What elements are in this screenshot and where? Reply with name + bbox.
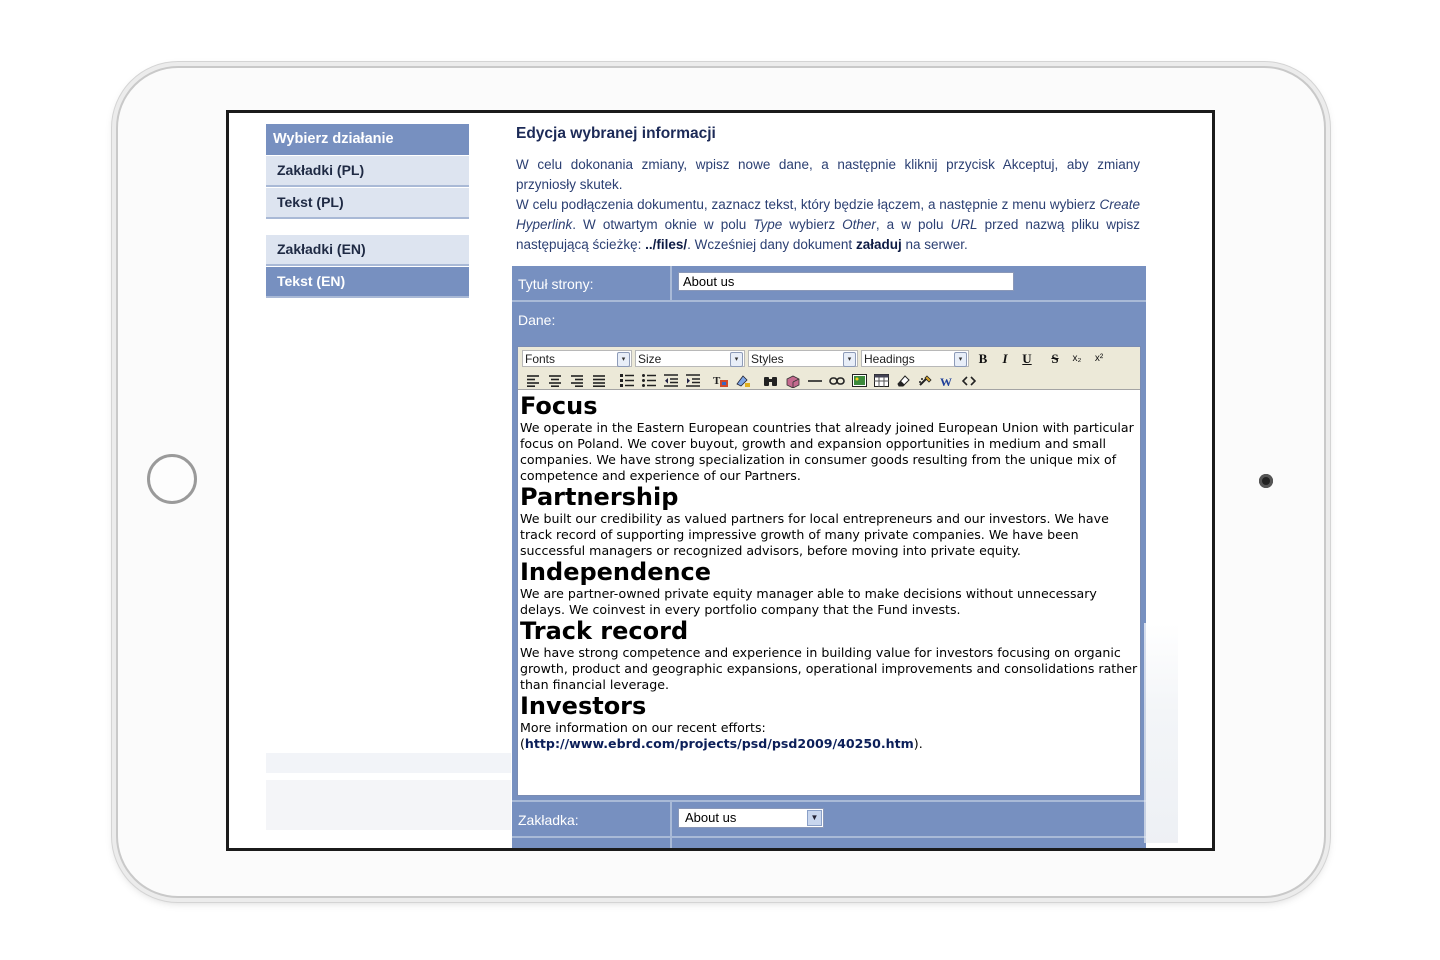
next-row <box>512 838 1146 850</box>
chevron-down-icon: ▾ <box>843 352 856 367</box>
editor-toolbar <box>518 347 1140 390</box>
intro-text-part: . Wcześniej dany dokument <box>687 237 856 252</box>
section-text: We built our credibility as valued partners for local entrepreneurs and our investors. We have track record of supporting impressive growth of many private companies. We have been successful managers or recognized advisors, before moving into private equity. <box>520 511 1109 558</box>
section-text: We are partner-owned private equity manager able to make decisions without unnecessary delays. We coinvest in every portfolio company that the Fund invests. <box>520 586 1097 617</box>
highlight-color-icon[interactable] <box>732 371 754 390</box>
strikethrough-button[interactable]: S <box>1051 351 1059 366</box>
rich-text-editor <box>517 346 1141 796</box>
intro-type: Type <box>753 217 783 232</box>
outdent-icon[interactable] <box>660 371 682 390</box>
tab-label: Zakładka: <box>512 802 672 836</box>
data-label: Dane: <box>518 312 556 328</box>
sidebar <box>266 124 469 298</box>
intro-text-part: W celu podłączenia dokumentu, zaznacz tekst, który będzie łączem, a następnie z menu wybierz <box>516 197 1100 212</box>
intro-line-1: W celu dokonania zmiany, wpisz nowe dane, a następnie kliknij przycisk Akceptuj, aby zmiany przyniosły skutek. <box>516 157 1140 192</box>
clean-format-icon[interactable] <box>914 371 936 390</box>
source-code-icon[interactable] <box>958 371 980 390</box>
screen <box>226 110 1215 851</box>
fonts-dropdown-label: Fonts <box>525 352 556 366</box>
section-text: We operate in the Eastern European countries that already joined European Union with particular focus on Poland. We cover buyout, growth and expansion opportunities in medium and small companies. We have strong specialization in consumer goods resulting from the unique mix of competence and experience of our Partners. <box>520 420 1134 483</box>
ebrd-link[interactable]: http://www.ebrd.com/projects/psd/psd2009/40250.htm <box>524 736 914 751</box>
paste-from-word-icon[interactable] <box>936 371 958 390</box>
intro-create-hyperlink: Create Hyperlink <box>516 197 1140 232</box>
camera-icon <box>1259 474 1273 488</box>
insert-object-icon[interactable] <box>782 371 804 390</box>
align-justify-icon[interactable] <box>588 371 610 390</box>
sidebar-ghost-bar <box>266 753 511 773</box>
intro-text-part: , a w polu <box>875 217 951 232</box>
text-color-icon[interactable] <box>710 371 732 390</box>
intro-text <box>516 155 1140 255</box>
eraser-icon[interactable] <box>892 371 914 390</box>
size-dropdown-label: Size <box>638 352 662 366</box>
page-title-input[interactable]: About us <box>678 272 1014 291</box>
subscript-button[interactable]: x₂ <box>1072 353 1082 364</box>
intro-upload: załaduj <box>855 237 902 252</box>
italic-button[interactable]: I <box>1002 351 1008 366</box>
align-left-icon[interactable] <box>522 371 544 390</box>
background-watermark <box>1144 623 1178 843</box>
section-text: More information on our recent efforts: <box>520 720 766 735</box>
chevron-down-icon: ▾ <box>617 352 630 367</box>
sidebar-item-zakladki-en[interactable]: Zakładki (EN) <box>266 235 469 266</box>
tab-select-value: About us <box>685 810 737 825</box>
data-row-header <box>512 302 1146 346</box>
intro-other: Other <box>842 217 876 232</box>
indent-icon[interactable] <box>682 371 704 390</box>
sidebar-ghost-block <box>266 780 511 830</box>
numbered-list-icon[interactable] <box>616 371 638 390</box>
sidebar-header: Wybierz działanie <box>266 124 469 155</box>
horizontal-rule-icon[interactable] <box>804 371 826 390</box>
chevron-down-icon: ▾ <box>730 352 743 367</box>
intro-text-part: . W otwartym oknie w polu <box>572 217 754 232</box>
editor-content-area[interactable] <box>518 390 1140 795</box>
main-content <box>516 125 1140 255</box>
superscript-button[interactable]: x² <box>1094 353 1104 364</box>
align-right-icon[interactable] <box>566 371 588 390</box>
link-icon[interactable] <box>826 371 848 390</box>
page-title-row <box>512 266 1146 302</box>
home-button[interactable] <box>147 454 197 504</box>
chevron-down-icon: ▾ <box>954 352 967 367</box>
intro-path: ../files/ <box>645 237 688 252</box>
tab-row <box>512 800 1146 838</box>
page-title-label: Tytuł strony: <box>512 266 672 300</box>
section-heading: Investors <box>520 692 647 720</box>
size-dropdown[interactable] <box>635 350 745 367</box>
chevron-down-icon: ▼ <box>807 810 822 826</box>
sidebar-item-zakladki-pl[interactable]: Zakładki (PL) <box>266 156 469 187</box>
section-text: We have strong competence and experience in building value for investors focusing on organic growth, product and geographic expansions, operational improvements and consolidations rather than financial leverage. <box>520 645 1138 692</box>
sidebar-gap <box>266 219 469 234</box>
headings-dropdown-label: Headings <box>864 352 915 366</box>
table-icon[interactable] <box>870 371 892 390</box>
tab-select[interactable] <box>678 808 824 828</box>
link-suffix: ). <box>913 736 923 751</box>
align-center-icon[interactable] <box>544 371 566 390</box>
underline-button[interactable]: U <box>1022 351 1032 366</box>
section-heading: Partnership <box>520 483 679 511</box>
bullet-list-icon[interactable] <box>638 371 660 390</box>
intro-text-part: przed nazwą pliku wpisz następującą ścieżkę: <box>516 217 1140 252</box>
link-prefix: ( <box>520 736 525 751</box>
next-row-label <box>512 838 672 850</box>
headings-dropdown[interactable] <box>861 350 969 367</box>
section-heading: Independence <box>520 558 712 586</box>
image-icon[interactable] <box>848 371 870 390</box>
page-title: Edycja wybranej informacji <box>516 125 716 142</box>
intro-text-part: wybierz <box>782 217 843 232</box>
bold-button[interactable]: B <box>978 351 988 366</box>
styles-dropdown[interactable] <box>748 350 858 367</box>
sidebar-item-tekst-en[interactable]: Tekst (EN) <box>266 267 469 298</box>
section-heading: Track record <box>520 617 689 645</box>
sidebar-item-tekst-pl[interactable]: Tekst (PL) <box>266 188 469 219</box>
edit-form <box>512 266 1146 850</box>
styles-dropdown-label: Styles <box>751 352 784 366</box>
svg-text:W: W <box>940 374 952 387</box>
find-icon[interactable] <box>760 371 782 390</box>
intro-text-part: na serwer. <box>901 237 968 252</box>
svg-text:T: T <box>713 374 721 387</box>
intro-url: URL <box>950 217 978 232</box>
link-paragraph <box>520 736 1138 752</box>
fonts-dropdown[interactable] <box>522 350 632 367</box>
section-heading: Focus <box>520 392 598 420</box>
